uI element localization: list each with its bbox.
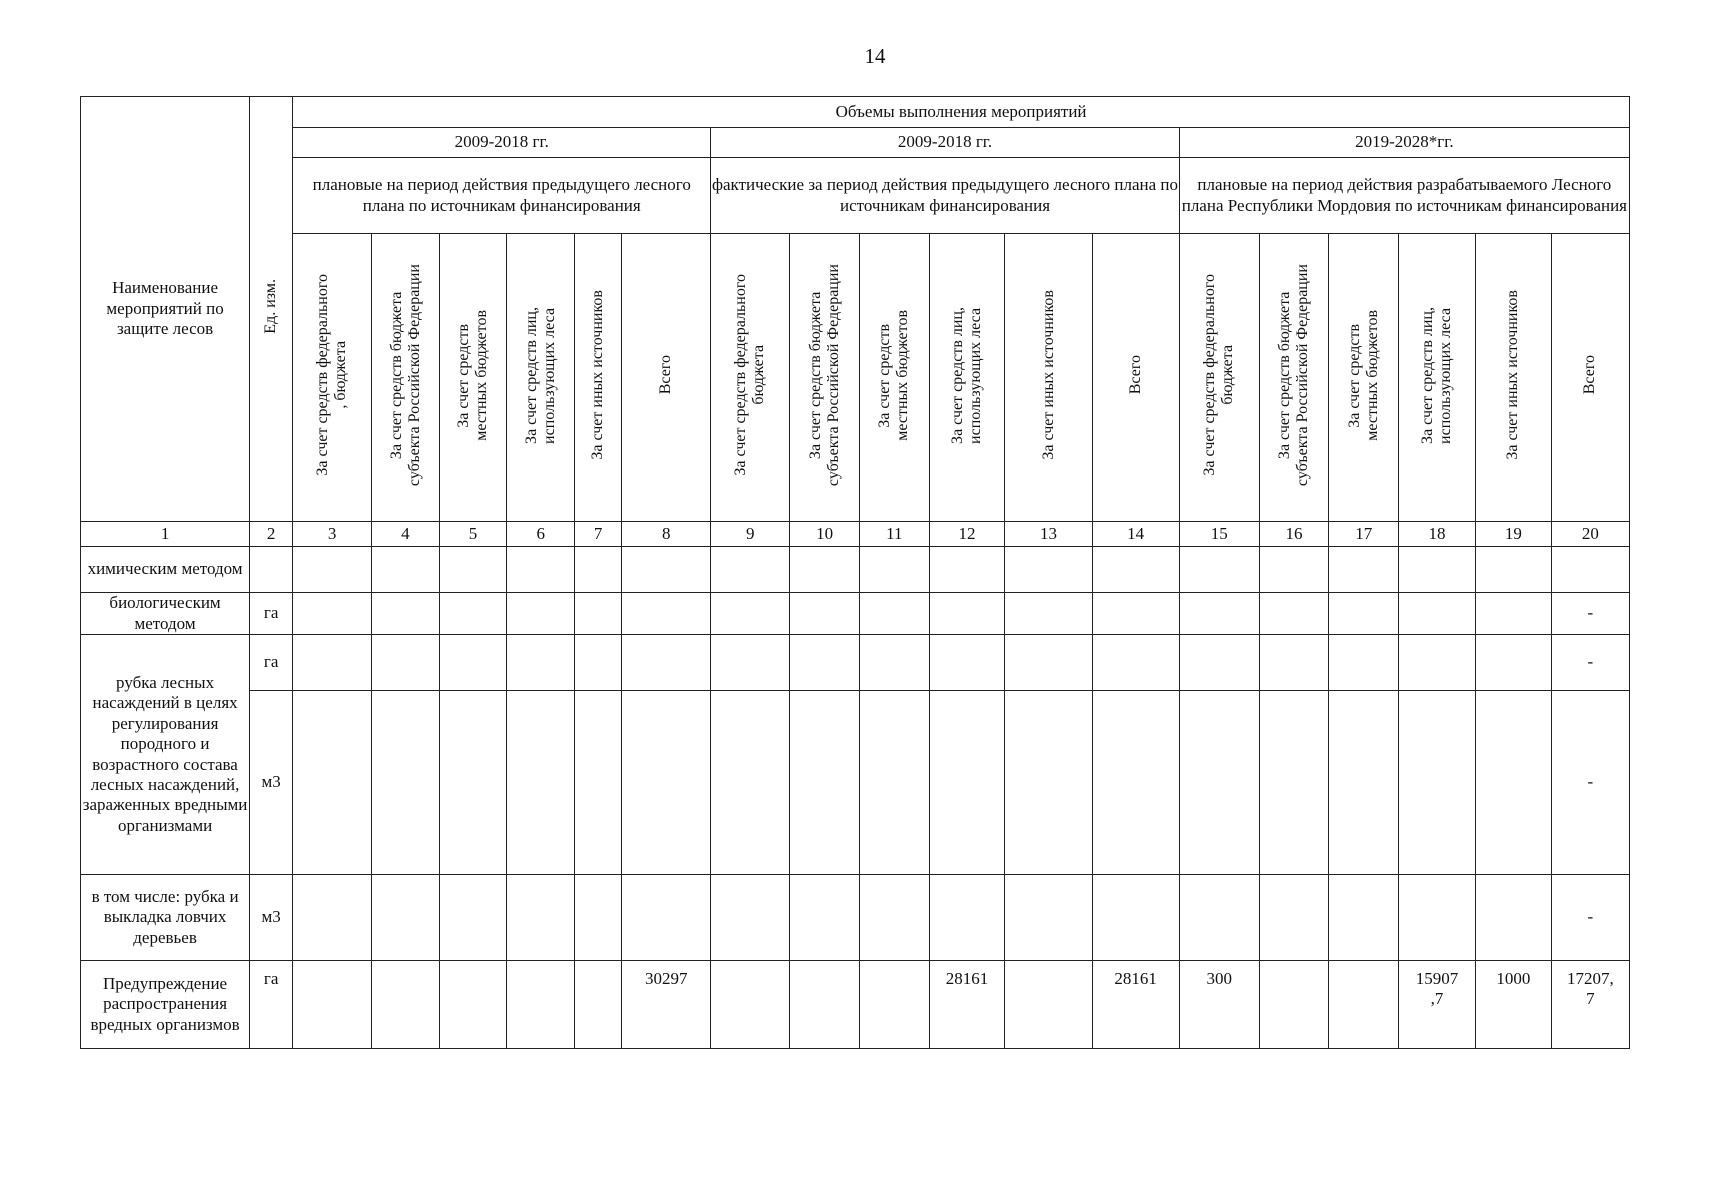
table-cell xyxy=(1005,547,1092,593)
table-cell xyxy=(1005,691,1092,875)
table-cell xyxy=(711,593,790,635)
table-cell xyxy=(859,691,929,875)
table-cell xyxy=(575,691,622,875)
column-number: 13 xyxy=(1005,522,1092,547)
page-number: 14 xyxy=(864,44,886,68)
table-cell xyxy=(1092,547,1179,593)
table-cell xyxy=(1329,691,1399,875)
table-cell xyxy=(1475,691,1551,875)
period-2-desc: фактические за период действия предыдущего лесного плана по источникам финансирования xyxy=(711,158,1179,234)
table-cell xyxy=(1092,875,1179,961)
table-cell: - xyxy=(1551,875,1629,961)
column-number: 11 xyxy=(859,522,929,547)
table-cell xyxy=(1399,593,1476,635)
source-col-header: За счет средств лиц, использующих леса xyxy=(507,234,575,522)
table-cell xyxy=(1399,691,1476,875)
source-col-header: Всего xyxy=(1551,234,1629,522)
table-cell: 17207, 7 xyxy=(1551,961,1629,1049)
table-cell xyxy=(1329,593,1399,635)
table-cell xyxy=(711,691,790,875)
row-name: Предупреждение распространения вредных организмов xyxy=(81,961,250,1049)
table-cell xyxy=(507,961,575,1049)
table-cell xyxy=(622,875,711,961)
table-cell xyxy=(1329,547,1399,593)
table-cell xyxy=(439,547,507,593)
source-col-header: За счет средств бюджета субъекта Российской Федерации xyxy=(790,234,860,522)
table-cell: 28161 xyxy=(929,961,1005,1049)
table-cell xyxy=(1259,593,1329,635)
table-cell xyxy=(1475,635,1551,691)
table-cell xyxy=(790,547,860,593)
source-col-header: За счет средств лиц, использующих леса xyxy=(1399,234,1476,522)
source-col-header: За счет средств бюджета субъекта Российской Федерации xyxy=(1259,234,1329,522)
row-name: в том числе: рубка и выкладка ловчих деревьев xyxy=(81,875,250,961)
row-unit: м3 xyxy=(250,875,293,961)
table-cell xyxy=(575,961,622,1049)
table-cell: 300 xyxy=(1179,961,1259,1049)
table-cell xyxy=(1179,691,1259,875)
column-number: 15 xyxy=(1179,522,1259,547)
table-cell xyxy=(929,691,1005,875)
row-unit: га xyxy=(250,593,293,635)
table-cell xyxy=(622,593,711,635)
column-number: 1 xyxy=(81,522,250,547)
table-row xyxy=(81,547,1630,593)
table-cell xyxy=(929,547,1005,593)
table-cell xyxy=(372,593,440,635)
table-cell: - xyxy=(1551,635,1629,691)
table-row xyxy=(81,691,1630,875)
column-number: 10 xyxy=(790,522,860,547)
table-cell: - xyxy=(1551,691,1629,875)
table-cell: 15907 ,7 xyxy=(1399,961,1476,1049)
table-cell xyxy=(1399,875,1476,961)
row-name: рубка лесных насаждений в целях регулирования породного и возрастного состава лесных насаждений, зараженных вредными организмами xyxy=(81,635,250,875)
column-number: 18 xyxy=(1399,522,1476,547)
table-cell xyxy=(1475,547,1551,593)
table-cell xyxy=(1092,691,1179,875)
table-cell xyxy=(575,635,622,691)
source-col-header: Всего xyxy=(622,234,711,522)
row-unit xyxy=(250,547,293,593)
table-cell xyxy=(790,635,860,691)
table-cell: 30297 xyxy=(622,961,711,1049)
row-name: химическим методом xyxy=(81,547,250,593)
table-cell xyxy=(507,547,575,593)
source-col-header: За счет средств бюджета субъекта Российской Федерации xyxy=(372,234,440,522)
period-3-years: 2019-2028*гг. xyxy=(1179,128,1629,158)
table-cell xyxy=(1005,593,1092,635)
table-cell: - xyxy=(1551,593,1629,635)
period-1-desc: плановые на период действия предыдущего лесного плана по источникам финансирования xyxy=(293,158,711,234)
table-cell xyxy=(1259,635,1329,691)
table-cell xyxy=(1005,875,1092,961)
table-cell xyxy=(507,635,575,691)
column-number: 20 xyxy=(1551,522,1629,547)
table-cell xyxy=(1179,635,1259,691)
col-header-name: Наименование мероприятий по защите лесов xyxy=(81,97,250,522)
source-col-header: За счет средств лиц, использующих леса xyxy=(929,234,1005,522)
table-cell xyxy=(293,635,372,691)
table-cell xyxy=(1179,593,1259,635)
column-number: 19 xyxy=(1475,522,1551,547)
table-cell xyxy=(1329,961,1399,1049)
table-cell xyxy=(1329,635,1399,691)
source-col-header: За счет средств местных бюджетов xyxy=(439,234,507,522)
row-unit: га xyxy=(250,635,293,691)
table-cell xyxy=(1329,875,1399,961)
col-header-unit: Ед. изм. xyxy=(250,97,293,522)
column-number: 14 xyxy=(1092,522,1179,547)
column-number: 8 xyxy=(622,522,711,547)
period-3-desc: плановые на период действия разрабатываемого Лесного плана Республики Мордовия по источникам финансирования xyxy=(1179,158,1629,234)
source-col-header: За счет иных источников xyxy=(575,234,622,522)
table-cell xyxy=(1179,547,1259,593)
table-cell: 28161 xyxy=(1092,961,1179,1049)
table-cell xyxy=(1259,691,1329,875)
table-cell xyxy=(1259,961,1329,1049)
table-cell xyxy=(711,547,790,593)
table-cell xyxy=(859,961,929,1049)
table-cell xyxy=(293,961,372,1049)
table-cell xyxy=(507,875,575,961)
row-name: биологическим методом xyxy=(81,593,250,635)
table-cell xyxy=(790,875,860,961)
source-col-header: За счет иных источников xyxy=(1475,234,1551,522)
table-row xyxy=(81,875,1630,961)
row-unit: га xyxy=(250,961,293,1049)
column-number: 9 xyxy=(711,522,790,547)
table-cell xyxy=(1092,635,1179,691)
table-cell xyxy=(859,635,929,691)
source-col-header: За счет средств местных бюджетов xyxy=(1329,234,1399,522)
table-cell xyxy=(859,875,929,961)
table-cell xyxy=(293,593,372,635)
table-row xyxy=(81,635,1630,691)
source-col-header: За счет средств федерального , бюджета xyxy=(293,234,372,522)
table-cell xyxy=(575,875,622,961)
table-row xyxy=(81,593,1630,635)
table-cell xyxy=(439,875,507,961)
table-cell xyxy=(1005,635,1092,691)
table-cell xyxy=(575,593,622,635)
table-cell xyxy=(507,691,575,875)
table-cell xyxy=(790,691,860,875)
table-cell xyxy=(439,961,507,1049)
forest-protection-table xyxy=(80,96,1630,1049)
table-cell xyxy=(293,691,372,875)
row-unit: м3 xyxy=(250,691,293,875)
table-cell xyxy=(929,875,1005,961)
table-cell xyxy=(439,593,507,635)
table-cell xyxy=(507,593,575,635)
period-2-years: 2009-2018 гг. xyxy=(711,128,1179,158)
table-cell xyxy=(622,635,711,691)
source-col-header: За счет средств местных бюджетов xyxy=(859,234,929,522)
table-cell xyxy=(575,547,622,593)
table-cell xyxy=(790,961,860,1049)
table-cell xyxy=(1475,875,1551,961)
table-cell xyxy=(859,547,929,593)
source-col-header: За счет иных источников xyxy=(1005,234,1092,522)
period-1-years: 2009-2018 гг. xyxy=(293,128,711,158)
table-cell xyxy=(293,547,372,593)
table-cell xyxy=(1259,875,1329,961)
table-cell xyxy=(372,875,440,961)
table-cell xyxy=(790,593,860,635)
table-row xyxy=(81,961,1630,1049)
column-number: 5 xyxy=(439,522,507,547)
table-cell xyxy=(622,547,711,593)
table-cell xyxy=(622,691,711,875)
table-cell xyxy=(1551,547,1629,593)
table-cell xyxy=(372,691,440,875)
table-cell xyxy=(1475,593,1551,635)
column-number: 6 xyxy=(507,522,575,547)
table-cell xyxy=(1399,635,1476,691)
table-cell xyxy=(1259,547,1329,593)
table-cell xyxy=(1092,593,1179,635)
column-number: 16 xyxy=(1259,522,1329,547)
column-number: 12 xyxy=(929,522,1005,547)
source-col-header: За счет средств федерального бюджета xyxy=(1179,234,1259,522)
column-number: 4 xyxy=(372,522,440,547)
table-cell xyxy=(1399,547,1476,593)
table-cell xyxy=(372,635,440,691)
table-cell xyxy=(929,593,1005,635)
table-cell xyxy=(372,547,440,593)
table-cell xyxy=(711,875,790,961)
table-cell xyxy=(1005,961,1092,1049)
column-number: 2 xyxy=(250,522,293,547)
table-cell xyxy=(711,961,790,1049)
source-col-header: За счет средств федерального бюджета xyxy=(711,234,790,522)
column-number: 7 xyxy=(575,522,622,547)
source-col-header: Всего xyxy=(1092,234,1179,522)
volumes-header: Объемы выполнения мероприятий xyxy=(293,97,1630,128)
table-cell xyxy=(711,635,790,691)
table-cell xyxy=(929,635,1005,691)
table-cell xyxy=(1179,875,1259,961)
table-cell xyxy=(859,593,929,635)
column-number: 17 xyxy=(1329,522,1399,547)
column-number: 3 xyxy=(293,522,372,547)
table-cell xyxy=(439,691,507,875)
table-cell xyxy=(372,961,440,1049)
table-cell: 1000 xyxy=(1475,961,1551,1049)
table-cell xyxy=(293,875,372,961)
table-cell xyxy=(439,635,507,691)
